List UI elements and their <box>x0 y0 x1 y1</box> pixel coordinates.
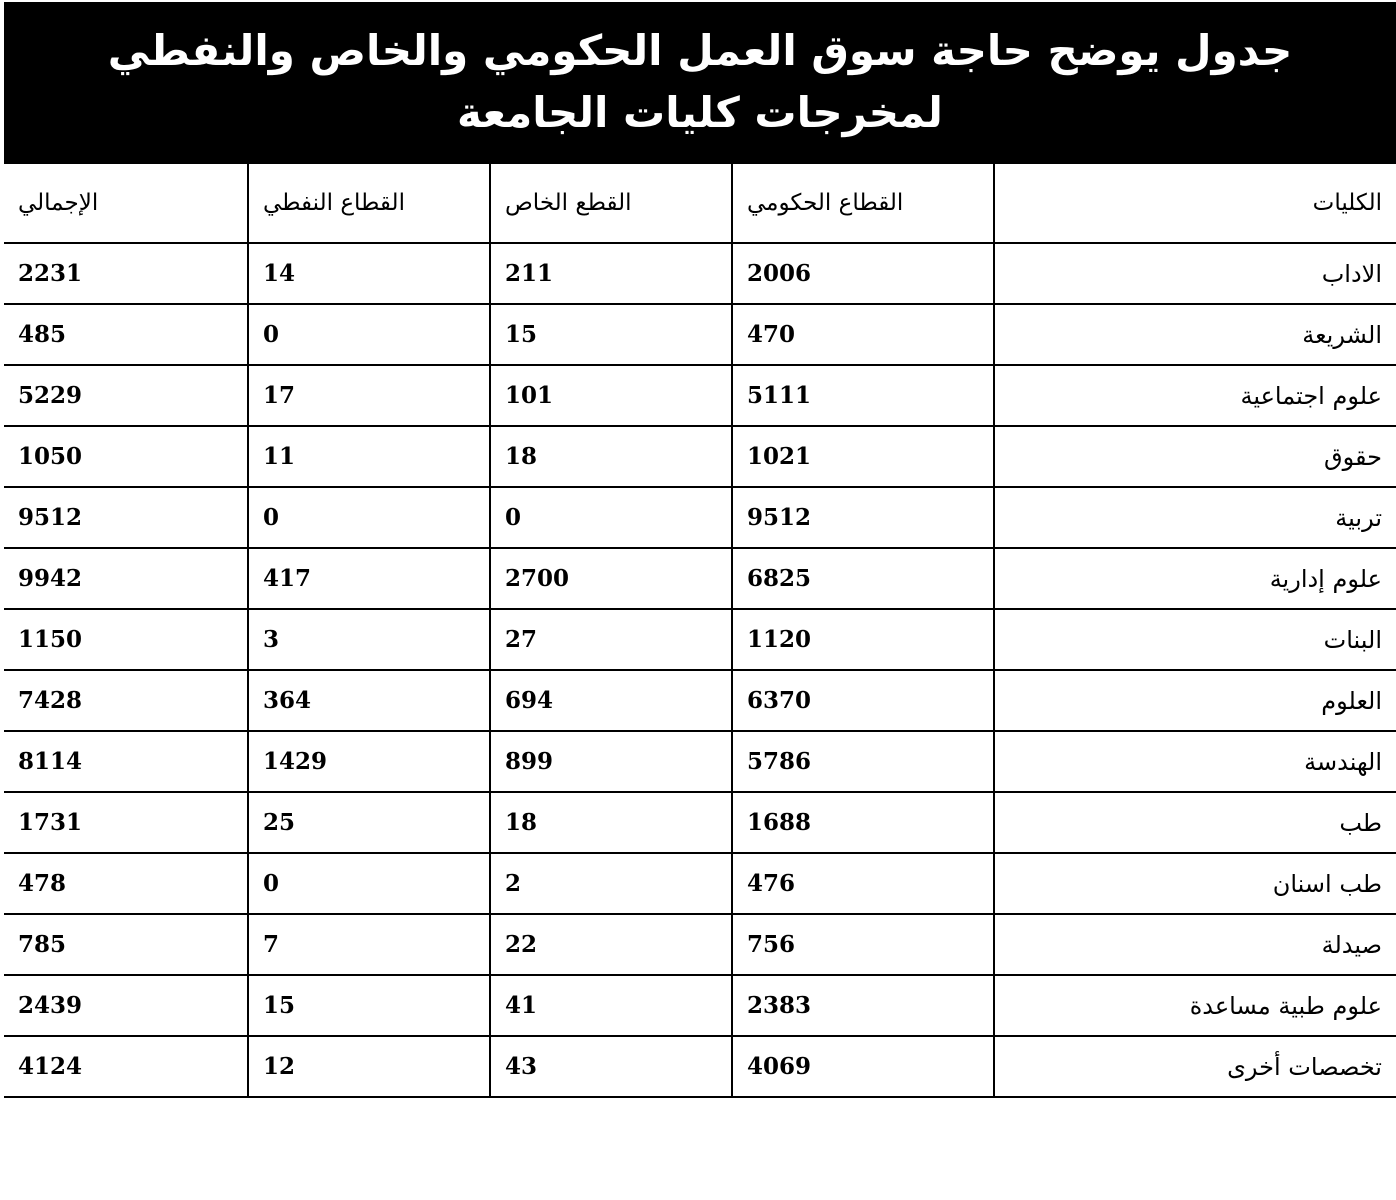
cell-government: 9512 <box>732 487 994 548</box>
cell-private: 101 <box>490 365 732 426</box>
cell-private: 27 <box>490 609 732 670</box>
cell-total: 2439 <box>4 975 248 1036</box>
table-row <box>4 914 1396 975</box>
cell-private: 2 <box>490 853 732 914</box>
cell-government: 470 <box>732 304 994 365</box>
header-row <box>4 163 1396 243</box>
cell-private: 694 <box>490 670 732 731</box>
table-row <box>4 1036 1396 1097</box>
cell-government: 2006 <box>732 243 994 304</box>
cell-college: تربية <box>994 487 1396 548</box>
cell-private: 18 <box>490 426 732 487</box>
header-government: القطاع الحكومي <box>732 163 994 243</box>
cell-college: طب <box>994 792 1396 853</box>
cell-oil: 7 <box>248 914 490 975</box>
cell-private: 18 <box>490 792 732 853</box>
header-college: الكليات <box>994 163 1396 243</box>
table-row <box>4 426 1396 487</box>
cell-total: 7428 <box>4 670 248 731</box>
cell-college: الاداب <box>994 243 1396 304</box>
cell-oil: 364 <box>248 670 490 731</box>
cell-oil: 3 <box>248 609 490 670</box>
cell-government: 6825 <box>732 548 994 609</box>
cell-college: العلوم <box>994 670 1396 731</box>
table-row <box>4 731 1396 792</box>
cell-private: 211 <box>490 243 732 304</box>
table-row <box>4 609 1396 670</box>
cell-oil: 11 <box>248 426 490 487</box>
cell-private: 0 <box>490 487 732 548</box>
cell-total: 485 <box>4 304 248 365</box>
cell-total: 2231 <box>4 243 248 304</box>
cell-oil: 12 <box>248 1036 490 1097</box>
header-total: الإجمالي <box>4 163 248 243</box>
cell-government: 1688 <box>732 792 994 853</box>
cell-private: 22 <box>490 914 732 975</box>
cell-government: 1021 <box>732 426 994 487</box>
table-row <box>4 792 1396 853</box>
table-row <box>4 243 1396 304</box>
cell-total: 1150 <box>4 609 248 670</box>
cell-government: 2383 <box>732 975 994 1036</box>
table-row <box>4 975 1396 1036</box>
cell-total: 478 <box>4 853 248 914</box>
title-banner <box>4 2 1396 162</box>
cell-government: 4069 <box>732 1036 994 1097</box>
cell-government: 1120 <box>732 609 994 670</box>
cell-private: 15 <box>490 304 732 365</box>
cell-college: صيدلة <box>994 914 1396 975</box>
cell-college: علوم طبية مساعدة <box>994 975 1396 1036</box>
cell-total: 5229 <box>4 365 248 426</box>
cell-government: 5111 <box>732 365 994 426</box>
cell-total: 785 <box>4 914 248 975</box>
table-row <box>4 487 1396 548</box>
header-private: القطع الخاص <box>490 163 732 243</box>
table-row <box>4 853 1396 914</box>
cell-college: طب اسنان <box>994 853 1396 914</box>
title-line-1: جدول يوضح حاجة سوق العمل الحكومي والخاص والنفطي <box>107 26 1293 75</box>
cell-oil: 17 <box>248 365 490 426</box>
cell-college: حقوق <box>994 426 1396 487</box>
cell-government: 5786 <box>732 731 994 792</box>
cell-oil: 0 <box>248 304 490 365</box>
table-row <box>4 670 1396 731</box>
cell-private: 899 <box>490 731 732 792</box>
table-row <box>4 365 1396 426</box>
cell-total: 8114 <box>4 731 248 792</box>
table-row <box>4 548 1396 609</box>
document-frame <box>4 2 1396 1154</box>
cell-private: 41 <box>490 975 732 1036</box>
labor-market-table <box>4 162 1396 1098</box>
cell-total: 1050 <box>4 426 248 487</box>
cell-private: 43 <box>490 1036 732 1097</box>
cell-government: 476 <box>732 853 994 914</box>
cell-college: علوم اجتماعية <box>994 365 1396 426</box>
cell-oil: 1429 <box>248 731 490 792</box>
cell-college: تخصصات أخرى <box>994 1036 1396 1097</box>
cell-oil: 417 <box>248 548 490 609</box>
cell-oil: 0 <box>248 487 490 548</box>
cell-oil: 15 <box>248 975 490 1036</box>
header-oil: القطاع النفطي <box>248 163 490 243</box>
cell-oil: 14 <box>248 243 490 304</box>
cell-government: 756 <box>732 914 994 975</box>
cell-oil: 25 <box>248 792 490 853</box>
cell-total: 9512 <box>4 487 248 548</box>
table-row <box>4 304 1396 365</box>
cell-college: البنات <box>994 609 1396 670</box>
cell-college: علوم إدارية <box>994 548 1396 609</box>
cell-college: الهندسة <box>994 731 1396 792</box>
cell-total: 9942 <box>4 548 248 609</box>
cell-total: 1731 <box>4 792 248 853</box>
cell-private: 2700 <box>490 548 732 609</box>
cell-total: 4124 <box>4 1036 248 1097</box>
cell-oil: 0 <box>248 853 490 914</box>
cell-college: الشريعة <box>994 304 1396 365</box>
cell-government: 6370 <box>732 670 994 731</box>
title-line-2: لمخرجات كليات الجامعة <box>457 88 943 137</box>
